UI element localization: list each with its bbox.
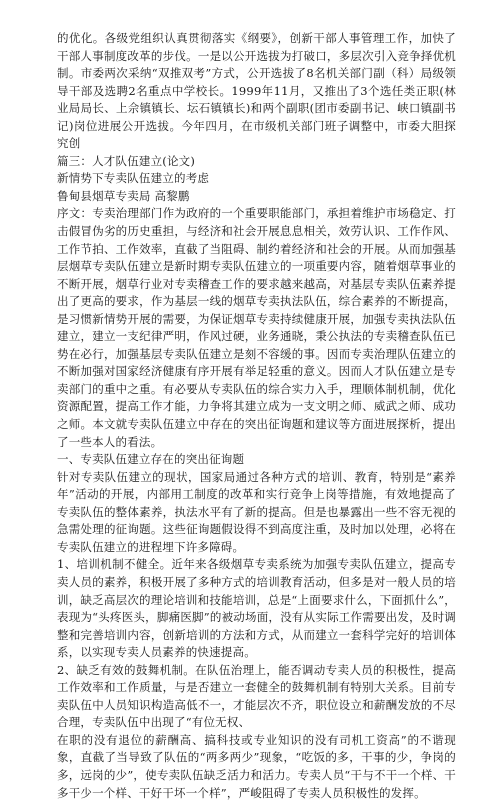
- section-title: 篇三：人才队伍建立(论文): [57, 153, 196, 168]
- paragraph-incentive: 2、缺乏有效的鼓舞机制。在队伍治理上，能否调动专卖人员的积极性，提高工作效率和工作质量，与是否建立一套健全的鼓舞机制有特别大关系。目前专卖队伍中人员知识构造高低不一，才能层次不齐，职位设立和薪酬发放的不尽合理，专卖队伍中出现了“有位无权、: [57, 662, 456, 730]
- subheading-problems: 一、专卖队伍建立存在的突出征询题: [57, 452, 245, 467]
- article-title: 新情势下专卖队伍建立的考虑: [57, 171, 210, 186]
- paragraph-training: 1、培训机制不健全。近年来各级烟草专卖系统为加强专卖队伍建立，提高专卖人员的素养，积极开展了多种方式的培训教育活动，但多是对一般人员的培训，缺乏高层次的理论培训和技能培训，总是“上面要求什么，下面抓什么”，表现为“头疼医头，脚痛医脚”的被动场面，没有从实际工作需要出发，及时调整和完善培训内容，创新培训的方法和方式，从而建立一套科学完好的培训体系，以实现专卖人员素养的快速提高。: [57, 557, 456, 660]
- paragraph-continuation: 在职的没有退位的薪酬高、搞科技或专业知识的没有司机工资高”的不谐现象，直截了当导致了队伍的“两多两少”现象，“吃饭的多，干事的少，争岗的多，远岗的少”，使专卖队伍缺乏活力和活力。专卖人员“干与不干一个样、干多干少一个样、干好干坏一个样”，严峻阻碍了专卖人员积极性的发挥。: [57, 732, 456, 800]
- author-line: 鲁甸县烟草专卖局 高黎鹏: [57, 188, 190, 203]
- paragraph-preface: 序文：专卖治理部门作为政府的一个重要职能部门，承担着维护市场稳定、打击假冒伪劣的历史重担，与经济和社会开展息息相关，效劳认识、工作作风、工作节拍、工作效率，直截了当阻碍、制约着经济和社会的开展。从而加强基层烟草专卖队伍建立是新时期专卖队伍建立的一项重要内容，随着烟草事业的不断开展，烟草行业对专卖稽查工作的要求越来越高，对基层专卖队伍素养提出了更高的要求，作为基层一线的烟草专卖执法队伍，综合素养的不断提高，是习惯新情势开展的需要，为保证烟草专卖持续健康开展，加强专卖执法队伍建立，建立一支纪律严明，作风过硬，业务通晓，秉公执法的专卖稽查队伍已势在必行，加强基层专卖队伍建立是刻不容缓的事。因而专卖治理队伍建立的不断加强对国家经济健康有序开展有举足轻重的意义。因而人才队伍建立是专卖部门的重中之重。有必要从专卖队伍的综合实力入手，理顺体制机制，优化资源配置，提高工作才能，力争将其建立成为一支文明之师、威武之师、成功之师。本文就专卖队伍建立中存在的突出征询题和建议等方面进展探析，提出了一些本人的看法。: [57, 206, 456, 449]
- paragraph-problems: 针对专卖队伍建立的现状，国家局通过各种方式的培训、教育，特别是“素养年”活动的开展，内部用工制度的改革和实行竞争上岗等措施，有效地提高了专卖队伍的整体素养，执法水平有了新的提高。但是也暴露出一些不容无视的急需处理的征询题。这些征询题假设得不到高度注重，及时加以处理，必将在专卖队伍建立的进程埋下许多障碍。: [57, 469, 456, 554]
- paragraph-intro: 的优化。各级党组织认真贯彻落实《纲要》，创新干部人事管理工作，加快了干部人事制度改革的步伐。一是以公开选拔为打破口，多层次引入竞争择优机制。市委两次采纳“双推双考”方式，公开选拔了8名机关部门副（科）局级领导干部及选聘2名重点中学校长。1999年11月，又推出了3个选任类正职(林业局局长、上佘镇镇长、坛石镇镇长)和两个副职(团市委副书记、峡口镇副书记)岗位进展公开选拔。今年四月，在市级机关部门班子调整中，市委大胆探究创: [57, 31, 456, 151]
